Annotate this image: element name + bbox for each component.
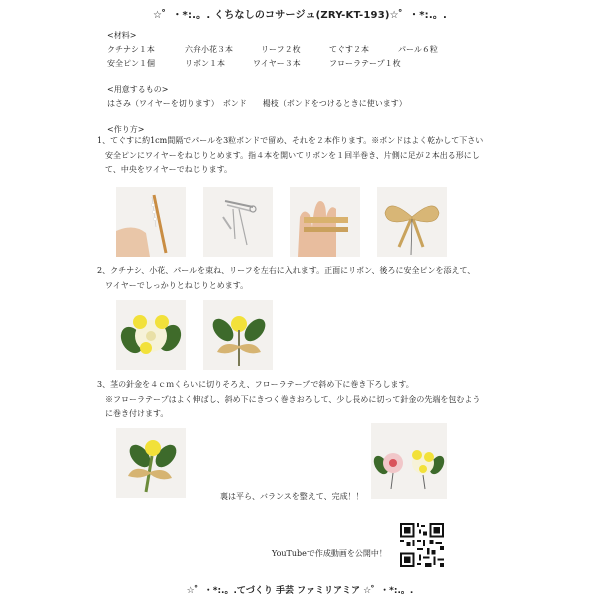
youtube-note: YouTubeで作成動画を公開中！ (272, 549, 387, 558)
step2-photo-bundle-front (116, 300, 186, 370)
step-1-line: 安全ピンにワイヤーをねじりとめます。指４本を開いてリボンを１回半巻き、片側に足が２本出る形にし (97, 150, 480, 160)
tools-heading: <用意するもの> (107, 85, 169, 94)
step-2-line: 2、クチナシ、小花、パールを束ね、リーフを左右に入れます。正面にリボン、後ろに安全ピンを添えて、 (97, 266, 476, 275)
step2-photo-bundle-back (203, 300, 273, 370)
step-3 (97, 378, 480, 422)
step-1-line: 1、てぐすに約1cm間隔でパールを3粒ボンドで留め、それを２本作ります。※ボンドはよく乾かして下さい (97, 136, 484, 145)
step-2-line: ワイヤーでしっかりとねじりとめます。 (97, 280, 249, 290)
page-footer: ☆゜・*:.。.てづくり 手芸 ファミリアミア ☆゜・*:.。. (186, 586, 414, 596)
step3-photo-finished (371, 423, 447, 499)
step3-photo-taped (116, 428, 186, 498)
step-3-line: ※フローラテープはよく伸ばし、斜め下にきつく巻きおろして、少し長めに切って針金の先端を包むよう (97, 394, 481, 404)
step-3-line: 3、茎の針金を４ｃｍくらいに切りそろえ、フローラテープで斜め下に巻き下ろします。 (97, 380, 414, 389)
method-heading: <作り方> (107, 125, 145, 134)
tools-text: はさみ（ワイヤーを切ります） ボンド 楊枝（ボンドをつけるときに使います） (107, 99, 407, 108)
step-1 (97, 134, 483, 178)
page-title: ☆゜・*:.。. くちなしのコサージュ(ZRY-KT-193)☆゜・*:.。. (152, 10, 448, 21)
step1-photo-ribbon-wrap (290, 187, 360, 257)
materials-heading: <材料> (107, 31, 137, 40)
material-item: パール６粒 (398, 45, 438, 54)
material-item: てぐす２本 (329, 45, 369, 54)
finish-note: 裏は平ら、バランスを整えて、完成！！ (220, 492, 364, 501)
material-item: フローラテープ１枚 (329, 59, 401, 68)
material-item: クチナシ１本 (107, 45, 155, 54)
youtube-qr-code[interactable] (400, 523, 444, 567)
step-2 (97, 264, 475, 293)
step1-photo-bow (377, 187, 447, 257)
step-1-line: て、中央をワイヤーでねじります。 (97, 165, 232, 174)
material-item: 安全ピン１個 (107, 59, 155, 68)
material-item: 六弁小花３本 (185, 45, 233, 54)
step-3-line: に巻き付けます。 (97, 409, 169, 418)
step1-photo-pearls (116, 187, 186, 257)
material-item: ワイヤー３本 (253, 59, 301, 68)
material-item: リボン１本 (185, 59, 225, 68)
step1-photo-safety-pins (203, 187, 273, 257)
material-item: リーフ２枚 (261, 45, 301, 54)
